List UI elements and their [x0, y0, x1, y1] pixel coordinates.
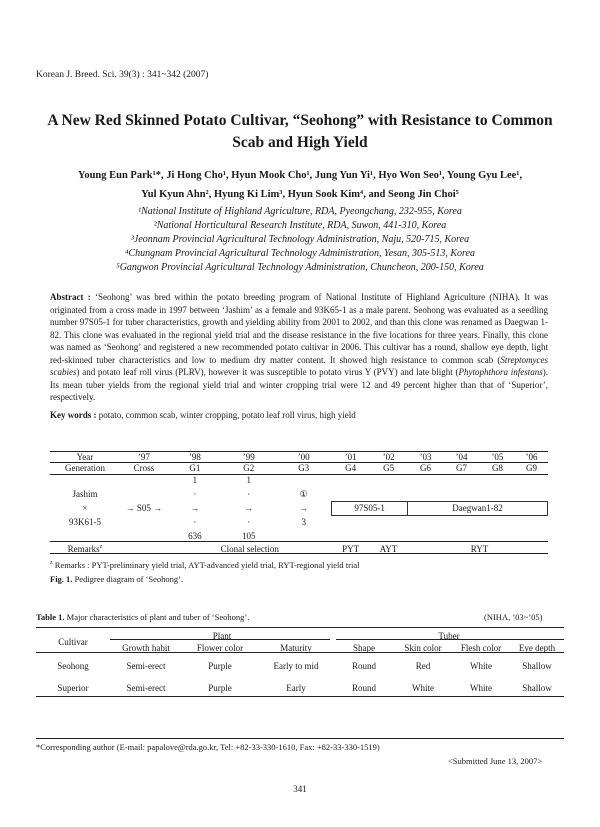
table-top-rule — [36, 627, 564, 628]
column-header: Maturity — [280, 642, 312, 653]
figure-caption — [50, 574, 183, 584]
abstract-species: Streptomyces scabies — [50, 354, 548, 377]
generation-label: Generation — [64, 462, 105, 473]
dot-mark: · — [247, 489, 251, 499]
cultivar-header: Cultivar — [58, 637, 88, 647]
pedigree-year-row — [50, 451, 548, 462]
table-cell: Semi-erect — [126, 660, 166, 671]
year-cell: ’00 — [297, 451, 310, 462]
seedling-number: 97S05-1 — [332, 501, 408, 515]
remarks-label: Remarks$^z$ — [67, 543, 103, 554]
keywords-text: potato, common scab, winter cropping, potato leaf roll virus, high yield — [98, 410, 356, 420]
figure-label: Fig. 1. — [50, 574, 73, 584]
table-cell: Purple — [208, 682, 232, 693]
pedigree-generation-row — [50, 462, 548, 473]
generation-cell: G3 — [298, 462, 310, 473]
journal-citation: Korean J. Breed. Sci. 39(3) : 341~342 (2007) — [36, 70, 209, 80]
count-cell: 3 — [301, 517, 306, 527]
year-cell: ’97 — [137, 451, 150, 462]
arrow: → — [244, 503, 254, 513]
table-cell: Purple — [208, 660, 232, 671]
female-parent: Jashim — [72, 489, 98, 499]
affiliation: ³Jeonnam Provincial Agricultural Technology Administration, Naju, 520-715, Korea — [130, 234, 470, 245]
table-cell: Early — [286, 682, 306, 693]
dot-mark: · — [193, 517, 197, 527]
tuber-header: Tuber — [438, 630, 460, 641]
table-cell: Early to mid — [273, 660, 319, 671]
trial-pyt: PYT — [342, 543, 360, 554]
table-source: (NIHA, ’03~’05) — [484, 612, 543, 622]
keywords-label: Key words : — [50, 410, 97, 420]
table-cell: Shallow — [522, 682, 552, 693]
dot-mark: · — [247, 517, 251, 527]
generation-cell: G5 — [383, 462, 395, 473]
year-label: Year — [76, 451, 94, 462]
table-cell: Shallow — [522, 660, 552, 671]
table-cell: White — [412, 682, 434, 693]
figure-caption-text: Pedigree diagram of ‘Seohong’. — [74, 574, 184, 584]
author-list — [40, 166, 560, 204]
clonal-selection: Clonal selection — [220, 543, 279, 554]
table-cell: Semi-erect — [126, 682, 166, 693]
pedigree-footnote: $^z$ Remarks : PYT-preliminary yield trial, AYT-advanced yield trial, RYT-regional yield trial — [50, 560, 360, 570]
cultivar-cell: Seohong — [57, 660, 89, 671]
generation-cell: G4 — [345, 462, 357, 473]
abstract — [50, 291, 548, 404]
affiliation: ²National Horticultural Research Institute, RDA, Suwon, 441-310, Korea — [153, 220, 447, 231]
pedigree-diagram — [50, 451, 548, 554]
affiliation: ¹National Institute of Highland Agriculture, RDA, Pyeongchang, 232-955, Korea — [138, 206, 462, 217]
generation-cell: Cross — [133, 462, 155, 473]
year-cell: ’02 — [382, 451, 395, 462]
table-label: Table 1. — [36, 612, 65, 622]
seedling-flow: → S05 → — [125, 503, 163, 513]
pedigree-remarks-row — [50, 543, 548, 554]
abstract-text: ‘Seohong’ was bred within the potato breeding program of National Institute of Highland Agriculture (NIHA). It was originated from a cross made in 1997 between ‘Jashim’ as a female and 93K65-1 as a male parent. Seohong was evaluated as a seedling number 97S05-1 for tuber characteristics, growth and yielding ability from 2001 to 2002, and than this clone was renamed as Daegwan 1-82. This clone was evaluated in the regional yield trial and the disease resistance in the five locations for three years. Finally, this clone was named as ‘Seohong’ and registered a new recommended potato cultivar in 2006. This cultivar has a round, shallow eye depth, light red-skinned tuber characteristics and low to medium dry matter content. It showed high resistance to common scab ( — [50, 292, 549, 365]
selection-mark: ① — [299, 488, 308, 499]
generation-cell: G7 — [455, 462, 467, 473]
count-cell: 1 — [192, 475, 198, 485]
affiliations — [80, 205, 520, 275]
table-caption-text: Major characteristics of plant and tuber of ‘Seohong’. — [66, 612, 250, 622]
corresponding-author: *Corresponding author (E-mail: papalove@rda.go.kr, Tel: +82-33-330-1610, Fax: +82-33-330-1519) — [36, 742, 380, 752]
column-header: Flesh color — [460, 642, 502, 653]
table-cell: White — [470, 682, 492, 693]
generation-cell: G8 — [491, 462, 503, 473]
abstract-text: ) and potato leaf roll virus (PLRV), however it was susceptible to potato virus Y (PVY) and late blight ( — [76, 367, 459, 377]
dot-mark: · — [193, 489, 197, 499]
trial-ayt: AYT — [379, 543, 398, 554]
abstract-species: Phytophthora infestans — [458, 367, 543, 377]
count-cell: 1 — [246, 475, 252, 485]
footnote-rule — [36, 738, 564, 739]
plant-header: Plant — [212, 630, 232, 641]
table-row — [36, 677, 564, 698]
generation-cell: G2 — [243, 462, 255, 473]
generation-cell: G1 — [189, 462, 201, 473]
year-cell: ’98 — [188, 451, 201, 462]
table-cell: White — [470, 660, 492, 671]
keywords — [50, 410, 548, 420]
table-cell: Round — [351, 660, 376, 671]
cross-mark: × — [82, 503, 88, 513]
generation-cell: G6 — [420, 462, 432, 473]
column-header: Flower color — [196, 642, 244, 653]
authors-line-1: Young Eun Park¹*, Ji Hong Cho¹, Hyun Mook Cho¹, Jung Yun Yi¹, Hyo Won Seo¹, Young Gyu Lee¹, — [77, 170, 523, 181]
arrow: → — [298, 503, 308, 513]
trial-ryt: RYT — [470, 543, 489, 554]
article-title: A New Red Skinned Potato Cultivar, “Seohong” with Resistance to Common Scab and High Yield — [47, 112, 553, 151]
table-row — [36, 654, 564, 677]
year-cell: ’03 — [419, 451, 432, 462]
column-header: Shape — [353, 642, 375, 653]
table-cell: Round — [351, 682, 376, 693]
table-caption — [36, 612, 249, 622]
count-cell: 636 — [188, 531, 202, 541]
clone-name: Daegwan1-82 — [408, 501, 548, 515]
year-cell: ’01 — [344, 451, 357, 462]
year-cell: ’99 — [242, 451, 255, 462]
count-cell: 105 — [242, 531, 256, 541]
table-cell: Red — [415, 660, 431, 671]
generation-cell: G9 — [525, 462, 537, 473]
arrow: → — [190, 503, 200, 513]
column-header: Growth habit — [122, 642, 170, 653]
affiliation: ⁴Chungnam Provincial Agricultural Technology Administration, Yesan, 305-513, Korea — [125, 248, 475, 259]
column-header: Eye depth — [518, 642, 556, 653]
year-cell: ’05 — [491, 451, 504, 462]
male-parent: 93K61-5 — [68, 517, 101, 527]
affiliation: ⁵Gangwon Provincial Agricultural Technology Administration, Chuncheon, 200-150, Korea — [116, 262, 484, 273]
page-number: 341 — [293, 784, 307, 794]
abstract-label: Abstract : — [50, 292, 91, 302]
characteristics-table — [36, 630, 564, 698]
year-cell: ’04 — [455, 451, 468, 462]
column-header: Skin color — [404, 642, 442, 653]
cultivar-cell: Superior — [57, 682, 89, 693]
abstract-text: ). Its mean tuber yields from the regional yield trial and winter cropping trial were 12 and 49 percent higher than that of ‘Superior’, respectively. — [50, 367, 548, 402]
submission-date: <Submitted June 13, 2007> — [448, 756, 543, 766]
year-cell: ’06 — [525, 451, 538, 462]
authors-line-2: Yul Kyun Ahn², Hyung Ki Lim³, Hyun Sook Kim⁴, and Seong Jin Choi⁵ — [141, 189, 459, 200]
